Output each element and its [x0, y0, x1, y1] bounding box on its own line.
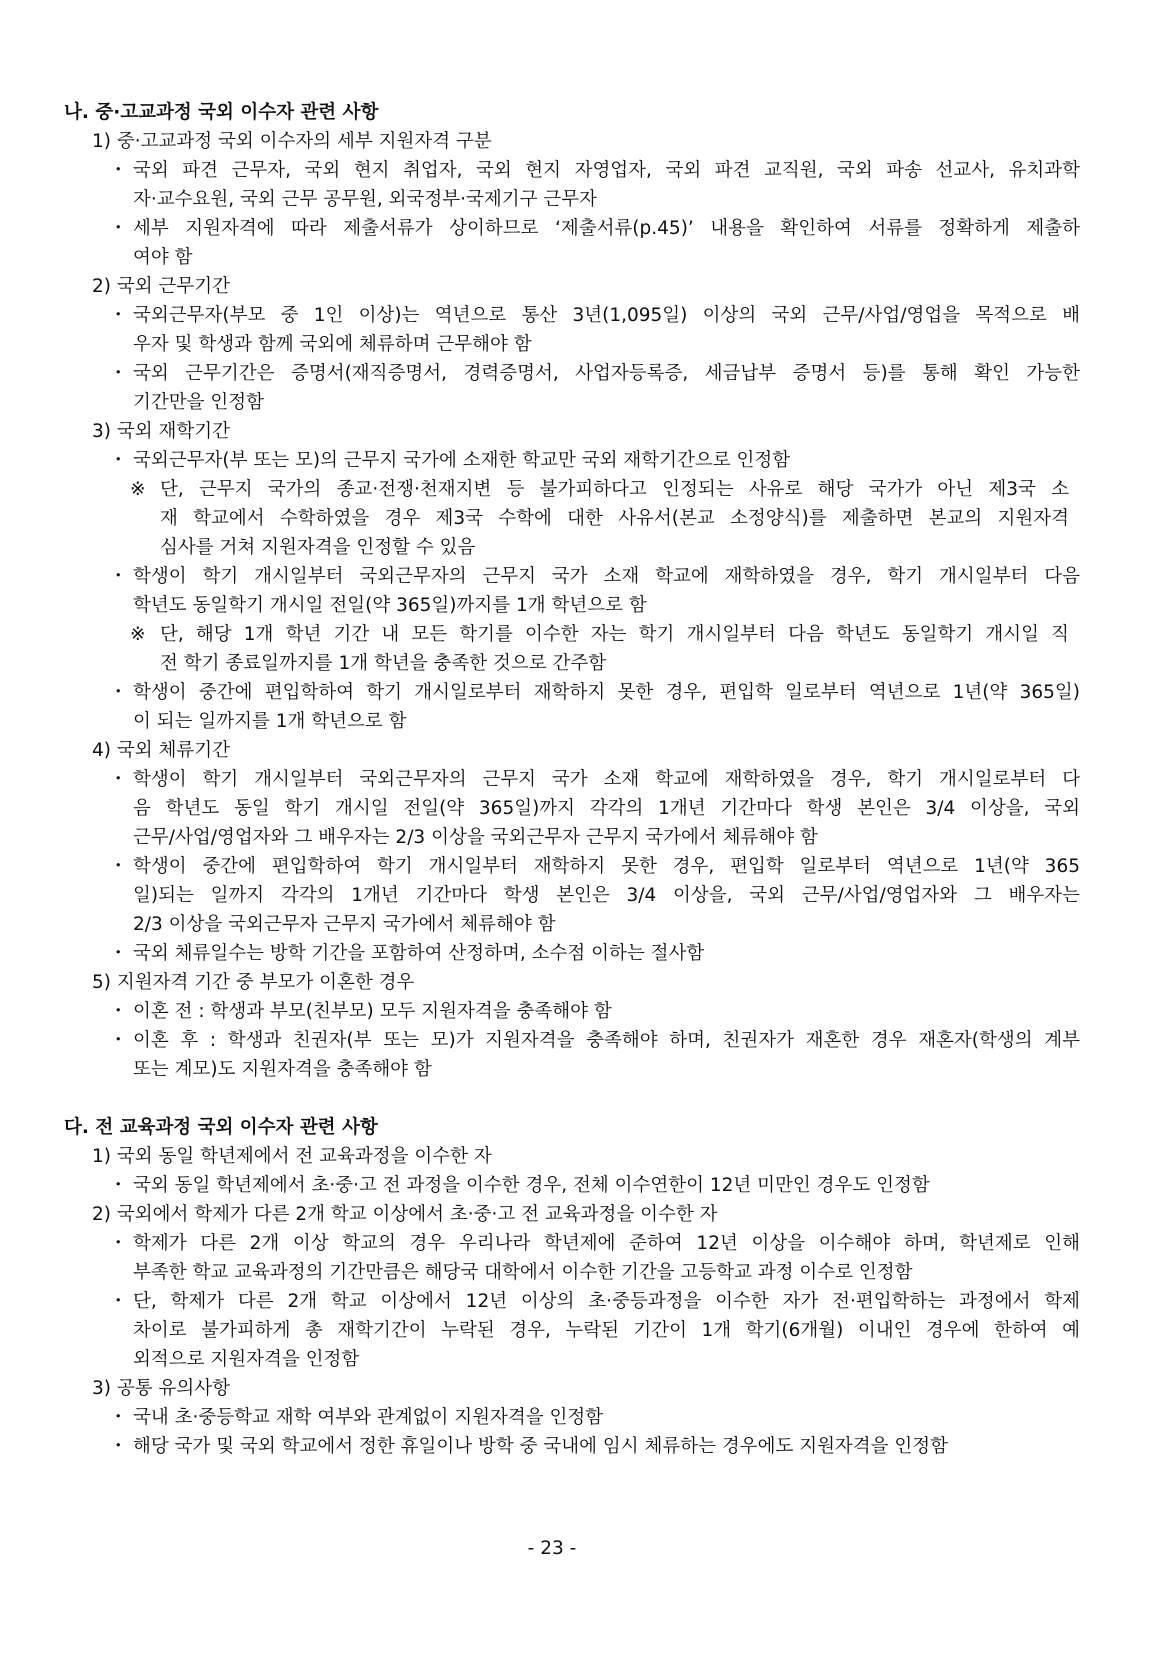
note-item — [130, 475, 1069, 562]
note-marker: ※ — [130, 479, 146, 500]
text-line: 일)되는 일까지 각각의 1개년 기간마다 학생 본인은 3/4 이상을, 국외 근무/사업/영업자와 그 배우자는 — [133, 885, 1080, 906]
section-secondary-school-abroad — [64, 98, 1080, 1084]
text-line: 국외 체류일수는 방학 기간을 포함하여 산정하며, 소수점 이하는 절사함 — [133, 943, 705, 964]
text-line: 학생이 학기 개시일부터 국외근무자의 근무지 국가 소재 학교에 재학하였을 경우, 학기 개시일부터 다음 — [133, 566, 1080, 587]
section-heading: 다. 전 교육과정 국외 이수자 관련 사항 — [64, 1117, 378, 1138]
subsection-enrollment-period — [64, 417, 1080, 736]
section-full-curriculum-abroad — [64, 1113, 1080, 1461]
bullet-item — [109, 359, 1080, 417]
text-line: 국외근무자(부모 중 1인 이상)는 역년으로 통산 3년(1,095일) 이상의 국외 근무/사업/영업을 목적으로 배 — [133, 305, 1080, 326]
text-line: 단, 근무지 국가의 종교·전쟁·천재지변 등 불가피하다고 인정되는 사유로 해당 국가가 아닌 제3국 소 — [160, 479, 1069, 500]
subsection-different-school-systems — [64, 1200, 1080, 1374]
text-line: 음 학년도 동일 학기 개시일 전일(약 365일)까지 각각의 1개년 기간마다 학생 본인은 3/4 이상을, 국외 — [133, 798, 1080, 819]
bullet-marker: ・ — [109, 305, 128, 326]
bullet-item — [109, 939, 1080, 968]
bullet-marker: ・ — [109, 363, 128, 384]
text-line: 국외 동일 학년제에서 초·중·고 전 과정을 이수한 경우, 전체 이수연한이 12년 미만인 경우도 인정함 — [133, 1175, 930, 1196]
bullet-marker: ・ — [109, 1407, 128, 1428]
bullet-marker: ・ — [109, 1436, 128, 1457]
text-line: 해당 국가 및 국외 학교에서 정한 휴일이나 방학 중 국내에 임시 체류하는 경우에도 지원자격을 인정함 — [133, 1436, 949, 1457]
bullet-item — [109, 301, 1080, 359]
subsection-title: 2) 국외 근무기간 — [92, 276, 230, 297]
subsection-title: 5) 지원자격 기간 중 부모가 이혼한 경우 — [92, 972, 415, 993]
text-line: 차이로 불가피하게 총 재학기간이 누락된 경우, 누락된 기간이 1개 학기(6개월) 이내인 경우에 한하여 예 — [133, 1320, 1080, 1341]
text-line: 이혼 전 : 학생과 부모(친부모) 모두 지원자격을 충족해야 함 — [133, 1001, 612, 1022]
bullet-item — [109, 214, 1080, 272]
section-heading: 나. 중·고교과정 국외 이수자 관련 사항 — [64, 102, 379, 123]
text-line: 학생이 중간에 편입학하여 학기 개시일부터 재학하지 못한 경우, 편입학 일로부터 역년으로 1년(약 365 — [133, 856, 1080, 877]
text-line: 또는 계모)도 지원자격을 충족해야 함 — [133, 1059, 432, 1080]
bullet-marker: ・ — [109, 1030, 128, 1051]
note-item — [130, 620, 1069, 678]
bullet-marker: ・ — [109, 1175, 128, 1196]
text-line: 국내 초·중등학교 재학 여부와 관계없이 지원자격을 인정함 — [133, 1407, 604, 1428]
text-line: 국외 파견 근무자, 국외 현지 취업자, 국외 현지 자영업자, 국외 파견 교직원, 국외 파송 선교사, 유치과학 — [133, 160, 1080, 181]
subsection-common-notes — [64, 1374, 1080, 1461]
subsection-title: 3) 공통 유의사항 — [92, 1378, 230, 1399]
text-line: 이혼 후 : 학생과 친권자(부 또는 모)가 지원자격을 충족해야 하며, 친권자가 재혼한 경우 재혼자(학생의 계부 — [133, 1030, 1080, 1051]
bullet-marker: ・ — [109, 943, 128, 964]
subsection-work-period — [64, 272, 1080, 417]
bullet-item — [109, 1287, 1080, 1374]
text-line: 근무/사업/영업자와 그 배우자는 2/3 이상을 국외근무자 근무지 국가에서 체류해야 함 — [133, 827, 818, 848]
note-marker: ※ — [130, 624, 146, 645]
bullet-marker: ・ — [109, 769, 128, 790]
bullet-marker: ・ — [109, 566, 128, 587]
bullet-item — [109, 1171, 1080, 1200]
bullet-item — [109, 1229, 1080, 1287]
bullet-marker: ・ — [109, 450, 128, 471]
bullet-marker: ・ — [109, 856, 128, 877]
subsection-title: 1) 국외 동일 학년제에서 전 교육과정을 이수한 자 — [92, 1146, 492, 1167]
bullet-marker: ・ — [109, 1233, 128, 1254]
bullet-marker: ・ — [109, 1001, 128, 1022]
bullet-marker: ・ — [109, 160, 128, 181]
bullet-item — [109, 562, 1080, 620]
subsection-eligibility-types — [64, 127, 1080, 272]
bullet-marker: ・ — [109, 218, 128, 239]
bullet-item — [109, 1026, 1080, 1084]
subsection-title: 4) 국외 체류기간 — [92, 740, 230, 761]
text-line: 자·교수요원, 국외 근무 공무원, 외국정부·국제기구 근무자 — [133, 189, 597, 210]
text-line: 외적으로 지원자격을 인정함 — [133, 1349, 360, 1370]
text-line: 단, 학제가 다른 2개 학교 이상에서 12년 이상의 초·중등과정을 이수한 자가 전·편입학하는 과정에서 학제 — [133, 1291, 1080, 1312]
text-line: 2/3 이상을 국외근무자 근무지 국가에서 체류해야 함 — [133, 914, 556, 935]
subsection-title: 1) 중·고교과정 국외 이수자의 세부 지원자격 구분 — [92, 131, 492, 152]
text-line: 학생이 중간에 편입학하여 학기 개시일로부터 재학하지 못한 경우, 편입학 일로부터 역년으로 1년(약 365일) — [133, 682, 1080, 703]
bullet-item — [109, 1403, 1080, 1432]
text-line: 학년도 동일학기 개시일 전일(약 365일)까지를 1개 학년으로 함 — [133, 595, 647, 616]
page-number: - 23 - — [527, 1538, 577, 1559]
text-line: 단, 해당 1개 학년 기간 내 모든 학기를 이수한 자는 학기 개시일부터 다음 학년도 동일학기 개시일 직 — [160, 624, 1069, 645]
text-line: 이 되는 일까지를 1개 학년으로 함 — [133, 711, 407, 732]
bullet-item — [109, 156, 1080, 214]
bullet-item — [109, 678, 1080, 736]
text-line: 학제가 다른 2개 이상 학교의 경우 우리나라 학년제에 준하여 12년 이상을 이수해야 하며, 학년제로 인해 — [133, 1233, 1080, 1254]
text-line: 우자 및 학생과 함께 국외에 체류하며 근무해야 함 — [133, 334, 532, 355]
subsection-title: 2) 국외에서 학제가 다른 2개 학교 이상에서 초·중·고 전 교육과정을 이수한 자 — [92, 1204, 718, 1225]
text-line: 학생이 학기 개시일부터 국외근무자의 근무지 국가 소재 학교에 재학하였을 경우, 학기 개시일로부터 다 — [133, 769, 1080, 790]
text-line: 심사를 거쳐 지원자격을 인정할 수 있음 — [160, 537, 476, 558]
bullet-marker: ・ — [109, 1291, 128, 1312]
text-line: 세부 지원자격에 따라 제출서류가 상이하므로 ‘제출서류(p.45)’ 내용을 확인하여 서류를 정확하게 제출하 — [133, 218, 1080, 239]
text-line: 재 학교에서 수학하였을 경우 제3국 수학에 대한 사유서(본교 소정양식)를 제출하면 본교의 지원자격 — [160, 508, 1069, 529]
subsection-residence-period — [64, 736, 1080, 968]
subsection-parental-divorce — [64, 968, 1080, 1084]
bullet-item — [109, 997, 1080, 1026]
subsection-same-grade-system — [64, 1142, 1080, 1200]
document-body — [64, 98, 1080, 1461]
bullet-item — [109, 852, 1080, 939]
bullet-item — [109, 1432, 1080, 1461]
subsection-title: 3) 국외 재학기간 — [92, 421, 230, 442]
text-line: 여야 함 — [133, 247, 193, 268]
text-line: 기간만을 인정함 — [133, 392, 264, 413]
text-line: 전 학기 종료일까지를 1개 학년을 충족한 것으로 간주함 — [160, 653, 607, 674]
text-line: 부족한 학교 교육과정의 기간만큼은 해당국 대학에서 이수한 기간을 고등학교 과정 이수로 인정함 — [133, 1262, 913, 1283]
bullet-item — [109, 446, 1080, 475]
text-line: 국외근무자(부 또는 모)의 근무지 국가에 소재한 학교만 국외 재학기간으로 인정함 — [133, 450, 791, 471]
bullet-item — [109, 765, 1080, 852]
text-line: 국외 근무기간은 증명서(재직증명서, 경력증명서, 사업자등록증, 세금납부 증명서 등)를 통해 확인 가능한 — [133, 363, 1080, 384]
bullet-marker: ・ — [109, 682, 128, 703]
